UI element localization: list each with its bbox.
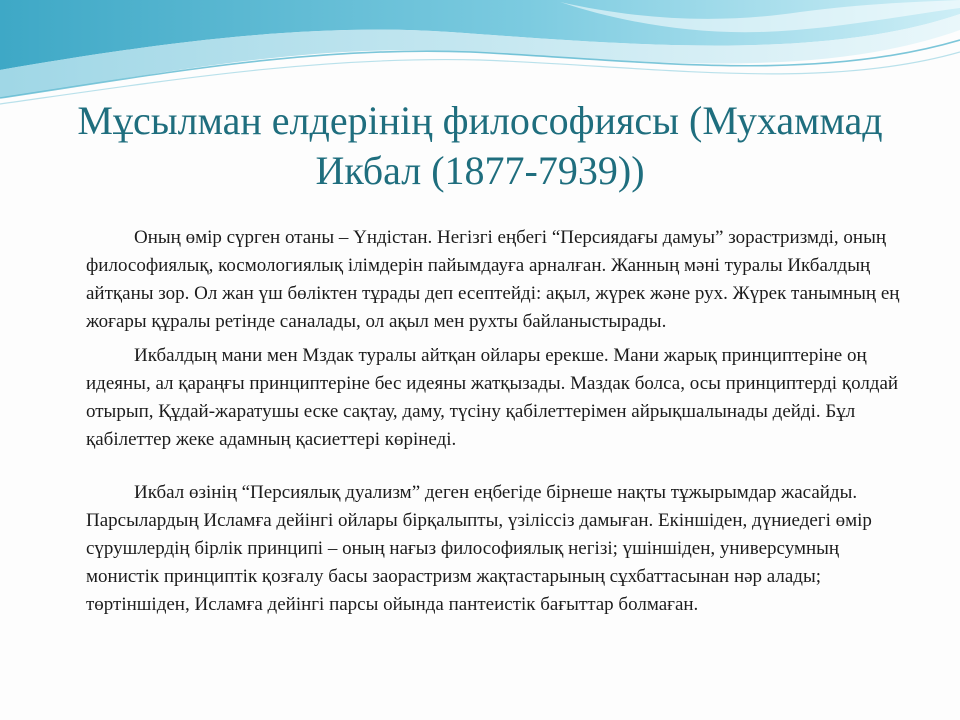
paragraph-3: Икбал өзінің “Персиялық дуализм” деген еңбегіде бірнеше нақты тұжырымдар жасайды. Парсылардың Исламға дейінгі ойлары бірқалыпты, үзіліссіз дамыған. Екіншіден, дүниедегі өмір сүрушлердің бірлік принципі – оның нағыз философиялық негізі; үшіншіден, универсумның монистік принциптік қозғалу басы заорастризм жақтастарының сұхбаттасынан нәр алады; төртіншіден, Исламға дейінгі парсы ойында пантеистік бағыттар болмаған.: [86, 482, 872, 615]
paragraph-2: Икбалдың мани мен Мздак туралы айтқан ойлары ерекше. Мани жарық принциптеріне оң идеяны, ал қараңғы принциптеріне бес идеяны жатқызады. Маздак болса, осы принциптерді қолдай отырып, Құдай-жаратушы еске сақтау, даму, түсіну қабілеттерімен айрықшалынады дейді. Бұл қабілеттер жеке адамның қасиеттері көрінеді.: [86, 345, 899, 450]
slide-title: Мұсылман елдерінің философиясы (Мухаммад Икбал (1877-7939)): [77, 98, 883, 193]
slide-body: [86, 224, 906, 619]
paragraph-1: Оның өмір сүрген отаны – Үндістан. Негізгі еңбегі “Персиядағы дамуы” зорастризмді, оның философиялық, космологиялық ілімдерін пайымдауға арналған. Жанның мәні туралы Икбалдың айтқаны зор. Ол жан үш бөліктен тұрады деп есептейді: ақыл, жүрек және рух. Жүрек танымның ең жоғары құралы ретінде саналады, ол ақыл мен рухты байланыстырады.: [86, 227, 900, 332]
